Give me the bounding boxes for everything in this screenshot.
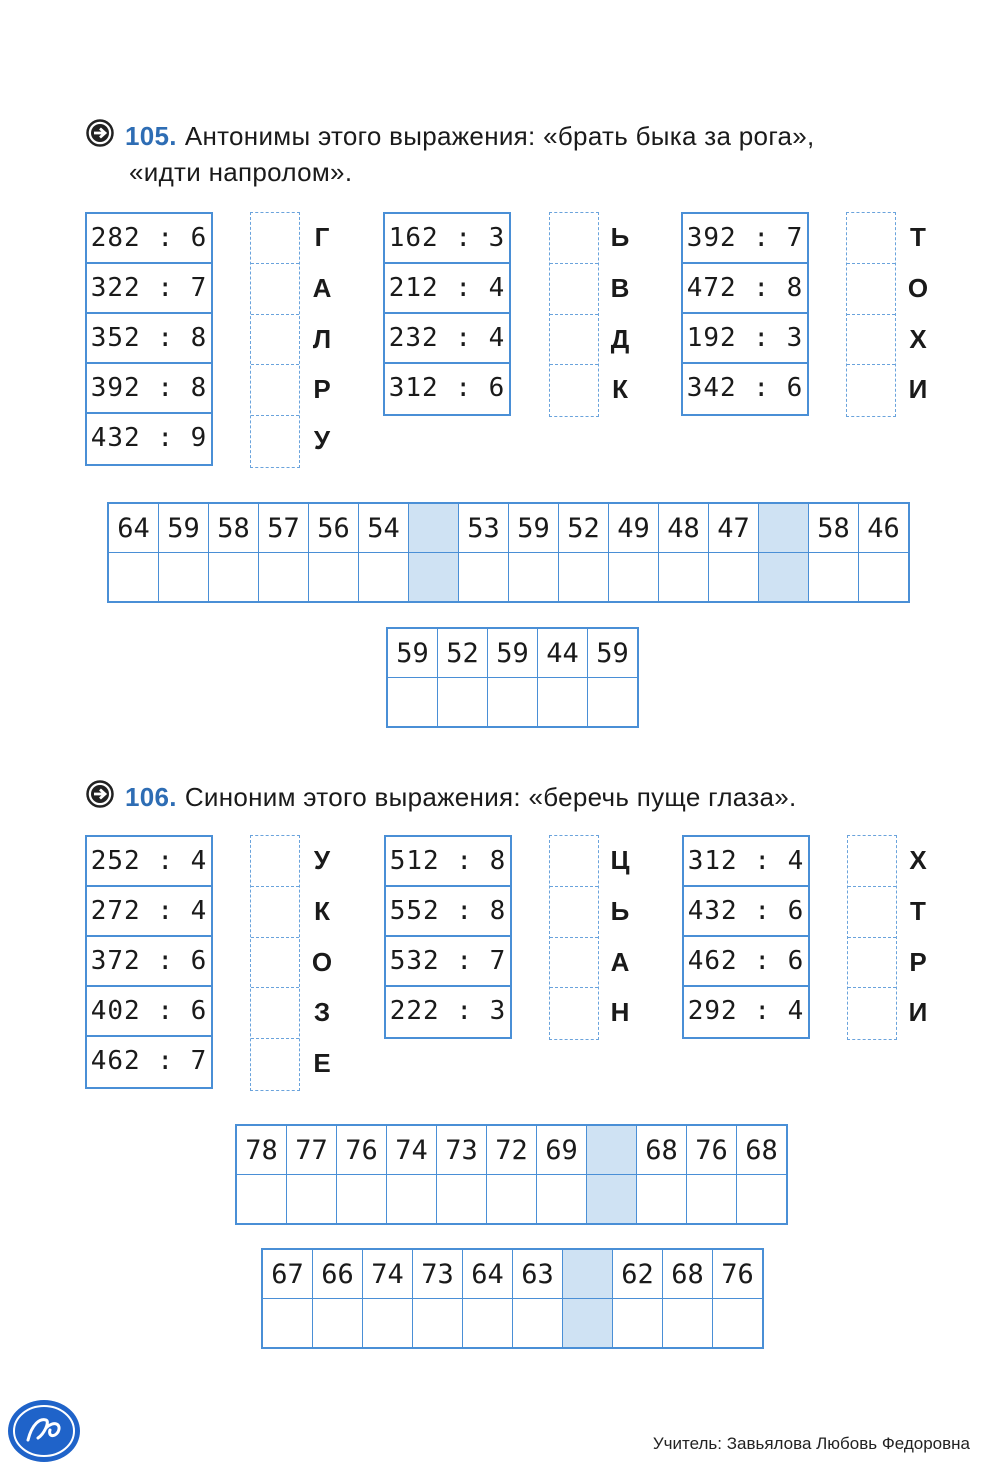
- answer-number: 58: [209, 503, 259, 553]
- division-expression: 322 : 7: [87, 264, 211, 314]
- answer-box[interactable]: [550, 887, 598, 938]
- answer-number: 59: [159, 503, 209, 553]
- letter-slot[interactable]: [588, 678, 639, 728]
- division-expression: 192 : 3: [683, 314, 807, 364]
- letter-column: [605, 835, 635, 1038]
- answer-letter: К: [314, 895, 330, 926]
- teacher-credit: Учитель: Завьялова Любовь Федоровна: [652, 1434, 970, 1453]
- answer-number: 52: [438, 628, 488, 678]
- letter-slot[interactable]: [488, 678, 538, 728]
- division-expression: 432 : 6: [684, 887, 808, 937]
- letter-slot[interactable]: [687, 1175, 737, 1225]
- answer-box[interactable]: [847, 315, 895, 366]
- task-number: 105.: [125, 121, 177, 151]
- letter-slot[interactable]: [559, 553, 609, 603]
- answer-number: 57: [259, 503, 309, 553]
- letter-slot[interactable]: [236, 1175, 287, 1225]
- answer-box[interactable]: [847, 213, 895, 264]
- division-expression: 352 : 8: [87, 314, 211, 364]
- word-gap: [759, 503, 809, 553]
- answer-box[interactable]: [848, 988, 896, 1039]
- answer-number: 76: [713, 1249, 764, 1299]
- answer-number: 58: [809, 503, 859, 553]
- answer-box[interactable]: [848, 887, 896, 938]
- letter-column: [903, 212, 933, 415]
- answer-number: 73: [437, 1125, 487, 1175]
- letter-slot[interactable]: [437, 1175, 487, 1225]
- answer-number: 46: [859, 503, 910, 553]
- answer-box[interactable]: [550, 315, 598, 366]
- answer-letter: Л: [312, 323, 332, 354]
- answer-number: 66: [313, 1249, 363, 1299]
- answer-letter: Р: [313, 374, 331, 405]
- answer-number: 49: [609, 503, 659, 553]
- letter-slot[interactable]: [487, 1175, 537, 1225]
- division-expression: 512 : 8: [386, 837, 510, 887]
- division-expression: 432 : 9: [90, 423, 208, 453]
- answer-box[interactable]: [550, 213, 598, 264]
- letter-column: [307, 212, 337, 466]
- answer-number: 77: [287, 1125, 337, 1175]
- decoding-grid: [107, 502, 910, 603]
- division-expression: 272 : 4: [87, 887, 211, 937]
- answer-letter: Х: [909, 323, 927, 354]
- answer-letter: Р: [909, 946, 927, 977]
- answer-box[interactable]: [550, 938, 598, 989]
- division-expression: 392 : 8: [87, 364, 211, 414]
- division-expression: 392 : 7: [683, 214, 807, 264]
- answer-number: 69: [537, 1125, 587, 1175]
- answer-letter: З: [313, 997, 331, 1028]
- answer-letter: А: [610, 946, 630, 977]
- answer-number: 56: [309, 503, 359, 553]
- division-expression: 222 : 3: [389, 996, 507, 1026]
- division-expression: 552 : 8: [386, 887, 510, 937]
- letter-slot[interactable]: [737, 1175, 788, 1225]
- answer-letter: Т: [910, 222, 926, 252]
- arrow-right-icon: [85, 779, 115, 809]
- answer-letter: В: [610, 272, 630, 303]
- answer-letter: А: [312, 272, 332, 303]
- answer-number: 64: [463, 1249, 513, 1299]
- answer-column: [250, 212, 300, 468]
- answer-column: [250, 835, 300, 1091]
- word-gap: [587, 1125, 637, 1175]
- answer-letter: У: [313, 845, 331, 875]
- answer-box[interactable]: [550, 988, 598, 1039]
- answer-letter: Ь: [610, 895, 630, 926]
- answer-box[interactable]: [550, 836, 598, 887]
- letter-slot[interactable]: [859, 553, 910, 603]
- letter-slot[interactable]: [463, 1299, 513, 1349]
- letter-slot[interactable]: [513, 1299, 563, 1349]
- word-gap: [563, 1249, 613, 1299]
- answer-box[interactable]: [847, 264, 895, 315]
- answer-box[interactable]: [251, 887, 299, 938]
- letter-slot[interactable]: [359, 553, 409, 603]
- answer-box[interactable]: [847, 365, 895, 416]
- division-expression: 402 : 6: [87, 987, 211, 1037]
- answer-letter: И: [908, 997, 928, 1028]
- answer-number: 73: [413, 1249, 463, 1299]
- decoding-grid: [235, 1124, 788, 1225]
- word-gap: [563, 1299, 613, 1349]
- answer-box[interactable]: [251, 213, 299, 264]
- word-gap: [409, 553, 459, 603]
- answer-number: 47: [709, 503, 759, 553]
- answer-box[interactable]: [251, 1039, 299, 1090]
- answer-number: 64: [108, 503, 159, 553]
- word-gap: [409, 503, 459, 553]
- letter-slot[interactable]: [637, 1175, 687, 1225]
- letter-slot[interactable]: [262, 1299, 313, 1349]
- answer-letter: О: [311, 946, 333, 977]
- decoding-grid: [386, 627, 639, 728]
- task-number: 106.: [125, 782, 177, 812]
- answer-number: 63: [513, 1249, 563, 1299]
- division-expression: 462 : 6: [684, 937, 808, 987]
- answer-number: 76: [687, 1125, 737, 1175]
- letter-slot[interactable]: [509, 553, 559, 603]
- answer-letter: Т: [910, 895, 926, 926]
- answer-box[interactable]: [251, 988, 299, 1039]
- answer-box[interactable]: [251, 416, 299, 467]
- answer-letter: И: [908, 374, 928, 405]
- letter-slot[interactable]: [413, 1299, 463, 1349]
- division-expression: 342 : 6: [686, 373, 804, 403]
- answer-box[interactable]: [848, 938, 896, 989]
- division-expression: 312 : 4: [684, 837, 808, 887]
- answer-number: 54: [359, 503, 409, 553]
- task-106-title: [85, 779, 945, 815]
- answer-number: 59: [387, 628, 438, 678]
- answer-number: 62: [613, 1249, 663, 1299]
- letter-slot[interactable]: [613, 1299, 663, 1349]
- answer-number: 68: [737, 1125, 788, 1175]
- answer-column: [549, 835, 599, 1040]
- word-gap: [587, 1175, 637, 1225]
- letter-slot[interactable]: [259, 553, 309, 603]
- answer-number: 59: [509, 503, 559, 553]
- letter-slot[interactable]: [387, 1175, 437, 1225]
- answer-letter: Г: [314, 222, 330, 252]
- letter-slot[interactable]: [337, 1175, 387, 1225]
- division-expression: 252 : 4: [87, 837, 211, 887]
- answer-box[interactable]: [550, 365, 598, 416]
- letter-slot[interactable]: [387, 678, 438, 728]
- word-gap: [759, 553, 809, 603]
- expression-column: [383, 212, 511, 416]
- answer-box[interactable]: [251, 315, 299, 366]
- answer-number: 74: [363, 1249, 413, 1299]
- task-text-line1: Антонимы этого выражения: «брать быка за рога»,: [184, 121, 815, 151]
- arrow-right-icon: [85, 118, 115, 148]
- letter-slot[interactable]: [159, 553, 209, 603]
- letter-column: [903, 835, 933, 1038]
- answer-number: 68: [637, 1125, 687, 1175]
- answer-column: [847, 835, 897, 1040]
- answer-letter: Ь: [610, 222, 630, 252]
- answer-number: 44: [538, 628, 588, 678]
- answer-number: 48: [659, 503, 709, 553]
- letter-slot[interactable]: [609, 553, 659, 603]
- letter-slot[interactable]: [709, 553, 759, 603]
- logo-icon: [6, 1398, 82, 1464]
- answer-letter: Н: [610, 997, 630, 1028]
- letter-slot[interactable]: [538, 678, 588, 728]
- division-expression: 312 : 6: [388, 373, 506, 403]
- division-expression: 372 : 6: [87, 937, 211, 987]
- answer-number: 52: [559, 503, 609, 553]
- answer-number: 53: [459, 503, 509, 553]
- answer-number: 74: [387, 1125, 437, 1175]
- letter-slot[interactable]: [659, 553, 709, 603]
- answer-box[interactable]: [251, 938, 299, 989]
- letter-slot[interactable]: [209, 553, 259, 603]
- answer-letter: Ц: [610, 845, 630, 875]
- division-expression: 162 : 3: [385, 214, 509, 264]
- letter-slot[interactable]: [438, 678, 488, 728]
- answer-number: 76: [337, 1125, 387, 1175]
- answer-box[interactable]: [251, 264, 299, 315]
- answer-number: 67: [262, 1249, 313, 1299]
- answer-box[interactable]: [251, 365, 299, 416]
- expression-column: [384, 835, 512, 1039]
- answer-letter: Д: [610, 323, 630, 354]
- answer-column: [549, 212, 599, 417]
- division-expression: 282 : 6: [87, 214, 211, 264]
- letter-column: [307, 835, 337, 1089]
- letter-slot[interactable]: [809, 553, 859, 603]
- task-105-title: [85, 118, 945, 190]
- letter-slot[interactable]: [313, 1299, 363, 1349]
- expression-column: [682, 835, 810, 1039]
- expression-column: [85, 212, 213, 466]
- expression-column: [681, 212, 809, 416]
- answer-number: 78: [236, 1125, 287, 1175]
- letter-slot[interactable]: [108, 553, 159, 603]
- expression-column: [85, 835, 213, 1089]
- letter-slot[interactable]: [537, 1175, 587, 1225]
- letter-column: [605, 212, 635, 415]
- decoding-grid: [261, 1248, 764, 1349]
- answer-letter: Е: [313, 1048, 331, 1079]
- answer-box[interactable]: [550, 264, 598, 315]
- letter-slot[interactable]: [287, 1175, 337, 1225]
- division-expression: 532 : 7: [386, 937, 510, 987]
- division-expression: 212 : 4: [385, 264, 509, 314]
- letter-slot[interactable]: [663, 1299, 713, 1349]
- letter-slot[interactable]: [713, 1299, 764, 1349]
- letter-slot[interactable]: [363, 1299, 413, 1349]
- answer-number: 59: [488, 628, 538, 678]
- letter-slot[interactable]: [309, 553, 359, 603]
- answer-letter: У: [313, 425, 331, 456]
- division-expression: 232 : 4: [385, 314, 509, 364]
- answer-number: 68: [663, 1249, 713, 1299]
- division-expression: 462 : 7: [90, 1046, 208, 1076]
- letter-slot[interactable]: [459, 553, 509, 603]
- answer-column: [846, 212, 896, 417]
- answer-letter: К: [612, 374, 628, 405]
- answer-number: 72: [487, 1125, 537, 1175]
- answer-number: 59: [588, 628, 639, 678]
- answer-letter: Х: [909, 845, 927, 875]
- answer-letter: О: [907, 272, 929, 303]
- answer-box[interactable]: [848, 836, 896, 887]
- division-expression: 472 : 8: [683, 264, 807, 314]
- task-text-line1: Синоним этого выражения: «беречь пуще глаза».: [184, 782, 797, 812]
- task-text-line2: «идти напролом».: [129, 157, 353, 187]
- division-expression: 292 : 4: [687, 996, 805, 1026]
- answer-box[interactable]: [251, 836, 299, 887]
